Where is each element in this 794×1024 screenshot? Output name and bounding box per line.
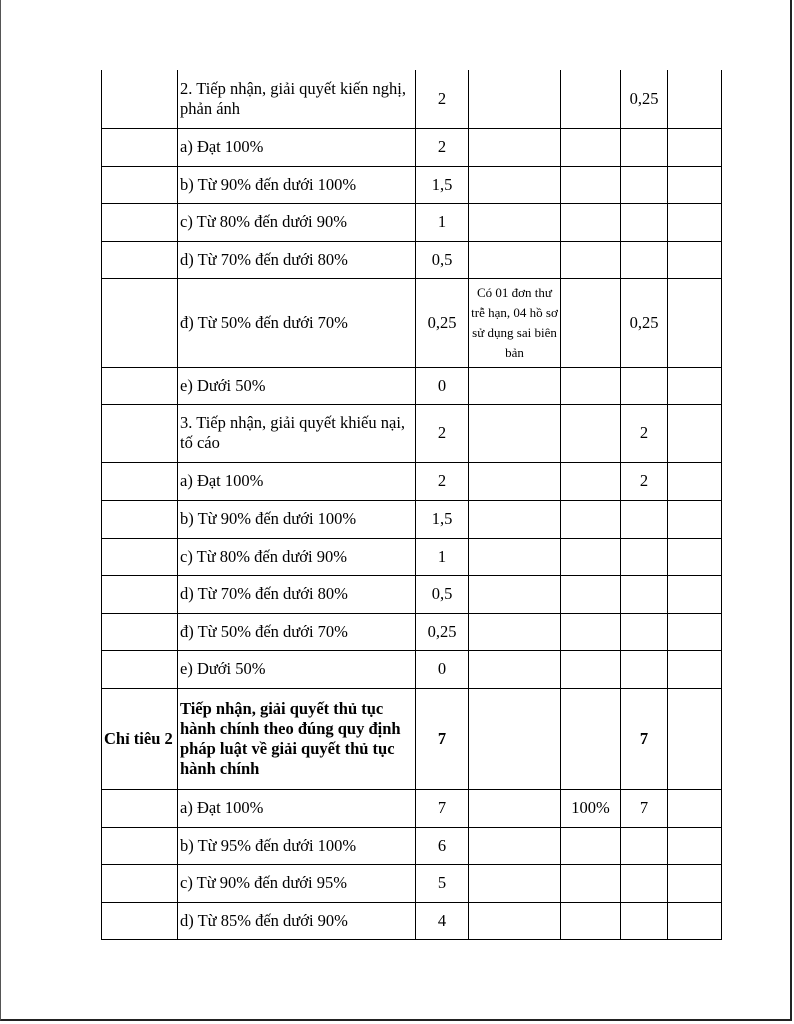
rate-cell xyxy=(561,241,621,278)
score-cell xyxy=(621,241,668,278)
rate-cell xyxy=(561,538,621,575)
note-cell xyxy=(469,462,561,500)
scoring-table xyxy=(101,70,722,940)
max-score-cell: 7 xyxy=(416,789,469,827)
note-cell xyxy=(469,500,561,538)
criterion-cell: d) Từ 70% đến dưới 80% xyxy=(178,241,416,278)
group-cell xyxy=(102,278,178,367)
extra-cell xyxy=(668,404,722,462)
rate-cell xyxy=(561,864,621,902)
max-score-cell: 2 xyxy=(416,128,469,166)
max-score-cell: 7 xyxy=(416,688,469,789)
group-cell xyxy=(102,827,178,864)
score-cell: 7 xyxy=(621,688,668,789)
score-cell xyxy=(621,203,668,241)
table-row xyxy=(102,166,722,203)
note-cell xyxy=(469,575,561,613)
note-cell xyxy=(469,203,561,241)
note-cell: Có 01 đơn thư trễ hạn, 04 hồ sơ sử dụng sai biên bản xyxy=(469,278,561,367)
max-score-cell: 0,25 xyxy=(416,278,469,367)
max-score-cell: 6 xyxy=(416,827,469,864)
extra-cell xyxy=(668,613,722,650)
group-cell xyxy=(102,575,178,613)
max-score-cell: 0,25 xyxy=(416,613,469,650)
rate-cell xyxy=(561,70,621,128)
table-row xyxy=(102,827,722,864)
criterion-cell: e) Dưới 50% xyxy=(178,650,416,688)
score-cell: 2 xyxy=(621,462,668,500)
extra-cell xyxy=(668,575,722,613)
criterion-cell: c) Từ 80% đến dưới 90% xyxy=(178,538,416,575)
score-cell: 2 xyxy=(621,404,668,462)
criterion-cell: 2. Tiếp nhận, giải quyết kiến nghị, phản ánh xyxy=(178,70,416,128)
extra-cell xyxy=(668,864,722,902)
extra-cell xyxy=(668,827,722,864)
criterion-cell: a) Đạt 100% xyxy=(178,462,416,500)
score-cell xyxy=(621,575,668,613)
score-cell xyxy=(621,500,668,538)
table-row xyxy=(102,864,722,902)
table-row xyxy=(102,538,722,575)
note-cell xyxy=(469,827,561,864)
table-row xyxy=(102,613,722,650)
group-cell xyxy=(102,538,178,575)
rate-cell xyxy=(561,650,621,688)
group-cell xyxy=(102,902,178,939)
rate-cell xyxy=(561,128,621,166)
table-row xyxy=(102,500,722,538)
group-cell xyxy=(102,613,178,650)
score-cell xyxy=(621,613,668,650)
table-row xyxy=(102,367,722,404)
group-cell xyxy=(102,404,178,462)
criterion-cell: đ) Từ 50% đến dưới 70% xyxy=(178,278,416,367)
table-row xyxy=(102,203,722,241)
extra-cell xyxy=(668,500,722,538)
note-cell xyxy=(469,367,561,404)
note-cell xyxy=(469,650,561,688)
rate-cell xyxy=(561,203,621,241)
table-row xyxy=(102,278,722,367)
criterion-cell: d) Từ 85% đến dưới 90% xyxy=(178,902,416,939)
max-score-cell: 0 xyxy=(416,367,469,404)
criterion-cell: đ) Từ 50% đến dưới 70% xyxy=(178,613,416,650)
criterion-cell: b) Từ 95% đến dưới 100% xyxy=(178,827,416,864)
table-row xyxy=(102,462,722,500)
group-cell xyxy=(102,650,178,688)
max-score-cell: 1 xyxy=(416,203,469,241)
max-score-cell: 0,5 xyxy=(416,575,469,613)
max-score-cell: 1 xyxy=(416,538,469,575)
score-cell: 0,25 xyxy=(621,70,668,128)
rate-cell xyxy=(561,367,621,404)
note-cell xyxy=(469,70,561,128)
score-cell: 0,25 xyxy=(621,278,668,367)
rate-cell xyxy=(561,613,621,650)
max-score-cell: 1,5 xyxy=(416,500,469,538)
group-cell xyxy=(102,500,178,538)
score-cell xyxy=(621,367,668,404)
note-cell xyxy=(469,538,561,575)
group-cell xyxy=(102,128,178,166)
extra-cell xyxy=(668,902,722,939)
table-row xyxy=(102,650,722,688)
extra-cell xyxy=(668,278,722,367)
criterion-cell: c) Từ 80% đến dưới 90% xyxy=(178,203,416,241)
group-cell xyxy=(102,166,178,203)
group-cell xyxy=(102,203,178,241)
extra-cell xyxy=(668,462,722,500)
max-score-cell: 2 xyxy=(416,404,469,462)
extra-cell xyxy=(668,688,722,789)
criterion-cell: c) Từ 90% đến dưới 95% xyxy=(178,864,416,902)
max-score-cell: 0,5 xyxy=(416,241,469,278)
max-score-cell: 1,5 xyxy=(416,166,469,203)
rate-cell xyxy=(561,827,621,864)
table-row xyxy=(102,902,722,939)
score-cell xyxy=(621,864,668,902)
rate-cell: 100% xyxy=(561,789,621,827)
note-cell xyxy=(469,613,561,650)
table-row xyxy=(102,688,722,789)
max-score-cell: 2 xyxy=(416,462,469,500)
rate-cell xyxy=(561,575,621,613)
group-cell xyxy=(102,462,178,500)
group-cell xyxy=(102,864,178,902)
note-cell xyxy=(469,864,561,902)
extra-cell xyxy=(668,166,722,203)
criterion-cell: 3. Tiếp nhận, giải quyết khiếu nại, tố cáo xyxy=(178,404,416,462)
rate-cell xyxy=(561,166,621,203)
max-score-cell: 2 xyxy=(416,70,469,128)
table-row xyxy=(102,575,722,613)
rate-cell xyxy=(561,500,621,538)
criterion-cell: b) Từ 90% đến dưới 100% xyxy=(178,166,416,203)
table-row xyxy=(102,70,722,128)
criterion-cell: e) Dưới 50% xyxy=(178,367,416,404)
max-score-cell: 0 xyxy=(416,650,469,688)
note-cell xyxy=(469,241,561,278)
note-cell xyxy=(469,688,561,789)
rate-cell xyxy=(561,278,621,367)
extra-cell xyxy=(668,241,722,278)
rate-cell xyxy=(561,462,621,500)
score-cell xyxy=(621,650,668,688)
group-cell: Chỉ tiêu 2 xyxy=(102,688,178,789)
criterion-cell: b) Từ 90% đến dưới 100% xyxy=(178,500,416,538)
rate-cell xyxy=(561,902,621,939)
score-cell xyxy=(621,538,668,575)
group-cell xyxy=(102,367,178,404)
group-cell xyxy=(102,789,178,827)
extra-cell xyxy=(668,538,722,575)
criterion-cell: a) Đạt 100% xyxy=(178,789,416,827)
note-cell xyxy=(469,166,561,203)
score-cell: 7 xyxy=(621,789,668,827)
table-row xyxy=(102,128,722,166)
score-cell xyxy=(621,166,668,203)
extra-cell xyxy=(668,128,722,166)
note-cell xyxy=(469,404,561,462)
extra-cell xyxy=(668,367,722,404)
max-score-cell: 4 xyxy=(416,902,469,939)
criterion-cell: a) Đạt 100% xyxy=(178,128,416,166)
extra-cell xyxy=(668,203,722,241)
table-row xyxy=(102,404,722,462)
score-cell xyxy=(621,902,668,939)
criterion-cell: d) Từ 70% đến dưới 80% xyxy=(178,575,416,613)
group-cell xyxy=(102,241,178,278)
note-cell xyxy=(469,902,561,939)
extra-cell xyxy=(668,650,722,688)
group-cell xyxy=(102,70,178,128)
criterion-cell: Tiếp nhận, giải quyết thủ tục hành chính theo đúng quy định pháp luật về giải quyết thủ tục hành chính xyxy=(178,688,416,789)
score-cell xyxy=(621,128,668,166)
note-cell xyxy=(469,789,561,827)
max-score-cell: 5 xyxy=(416,864,469,902)
note-cell xyxy=(469,128,561,166)
score-cell xyxy=(621,827,668,864)
extra-cell xyxy=(668,70,722,128)
extra-cell xyxy=(668,789,722,827)
rate-cell xyxy=(561,688,621,789)
rate-cell xyxy=(561,404,621,462)
table-row xyxy=(102,789,722,827)
table-row xyxy=(102,241,722,278)
